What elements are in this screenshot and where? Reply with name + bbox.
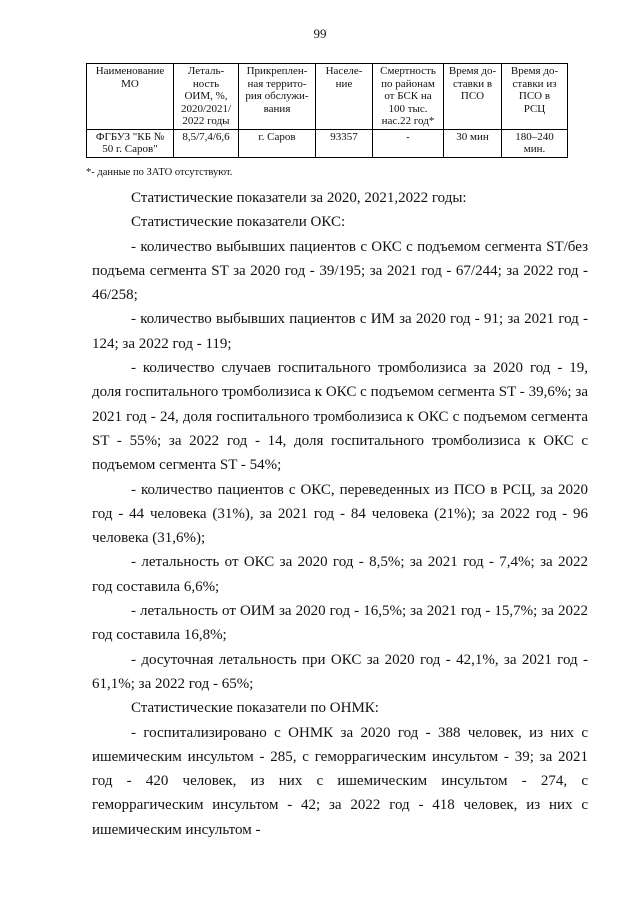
paragraph-mi-discharged: - количество выбывших пациентов с ИМ за 2020 год - 91; за 2021 год - 124; за 2022 год - 119; — [92, 311, 588, 352]
paragraph-oim-lethality: - летальность от ОИМ за 2020 год - 16,5%; за 2021 год - 15,7%; за 2022 год составила 16,8%; — [92, 603, 588, 644]
cell-delivery-pso: 30 мин — [444, 129, 502, 157]
header-cell-mortality: Смертность по районам от БСК на 100 тыс. нас.22 год* — [373, 64, 444, 130]
page-number: 99 — [313, 26, 327, 41]
paragraph-oks-discharged: - количество выбывших пациентов с ОКС с подъемом сегмента ST/без подъема сегмента ST за 2020 год - 39/195; за 2021 год - 67/244; за 2022 год - 46/258; — [92, 238, 588, 304]
header-cell-lethality: Леталь- ность ОИМ, %, 2020/2021/ 2022 годы — [174, 64, 239, 130]
paragraph-stats-heading: Статистические показатели за 2020, 2021,2022 годы: — [131, 190, 467, 206]
mo-table — [86, 63, 568, 158]
paragraph-daily-lethality: - досуточная летальность при ОКС за 2020 год - 42,1%, за 2021 год - 61,1%; за 2022 год - 65%; — [92, 651, 588, 692]
paragraph-onmk-heading: Статистические показатели по ОНМК: — [131, 700, 379, 717]
cell-delivery-rsc: 180–240 мин. — [502, 129, 568, 157]
cell-mortality: - — [373, 129, 444, 157]
paragraph-transfers: - количество пациентов с ОКС, переведенных из ПСО в РСЦ, за 2020 год - 44 человека (31%), за 2021 год - 84 человека (21%); за 2022 год - 96 человека (31,6%); — [92, 481, 588, 547]
cell-name: ФГБУЗ "КБ № 50 г. Саров" — [87, 129, 174, 157]
table-footnote: *- данные по ЗАТО отсутствуют. — [86, 167, 233, 178]
table-row — [87, 129, 568, 157]
header-cell-name: Наименование МО — [87, 64, 174, 130]
paragraph-onmk-hospitalized: - госпитализировано с ОНМК за 2020 год - 388 человек, из них с ишемическим инсультом - 285, с геморрагическим инсультом - 39; за 2021 год - 420 человек, из них с ишемическим инсультом - 274, с геморрагическим инсультом - 42; за 2022 год - 418 человек, из них с ишемическим инсультом - — [92, 724, 588, 838]
table-header-row — [87, 64, 568, 130]
paragraph-thrombolysis: - количество случаев госпитального тромболизиса за 2020 год - 19, доля госпитального тромболизиса к ОКС с подъемом сегмента ST - 39,6%; за 2021 год - 24, доля госпитального тромболизиса к ОКС с подъемом сегмента ST - 55%; за 2022 год - 14, доля госпитального тромболизиса к ОКС с подъемом сегмента ST - 54%; — [92, 360, 588, 474]
paragraph-oks-heading: Статистические показатели ОКС: — [131, 214, 346, 231]
cell-population: 93357 — [316, 129, 373, 157]
header-cell-delivery-rsc: Время до- ставки из ПСО в РСЦ — [502, 64, 568, 130]
cell-lethality: 8,5/7,4/6,6 — [174, 129, 239, 157]
body-text — [92, 186, 588, 842]
header-cell-delivery-pso: Время до- ставки в ПСО — [444, 64, 502, 130]
header-cell-population: Населе- ние — [316, 64, 373, 130]
header-cell-territory: Прикреплен- ная террито- рия обслужи- вания — [239, 64, 316, 130]
paragraph-oks-lethality: - летальность от ОКС за 2020 год - 8,5%; за 2021 год - 7,4%; за 2022 год составила 6,6%; — [92, 554, 588, 595]
cell-territory: г. Саров — [239, 129, 316, 157]
